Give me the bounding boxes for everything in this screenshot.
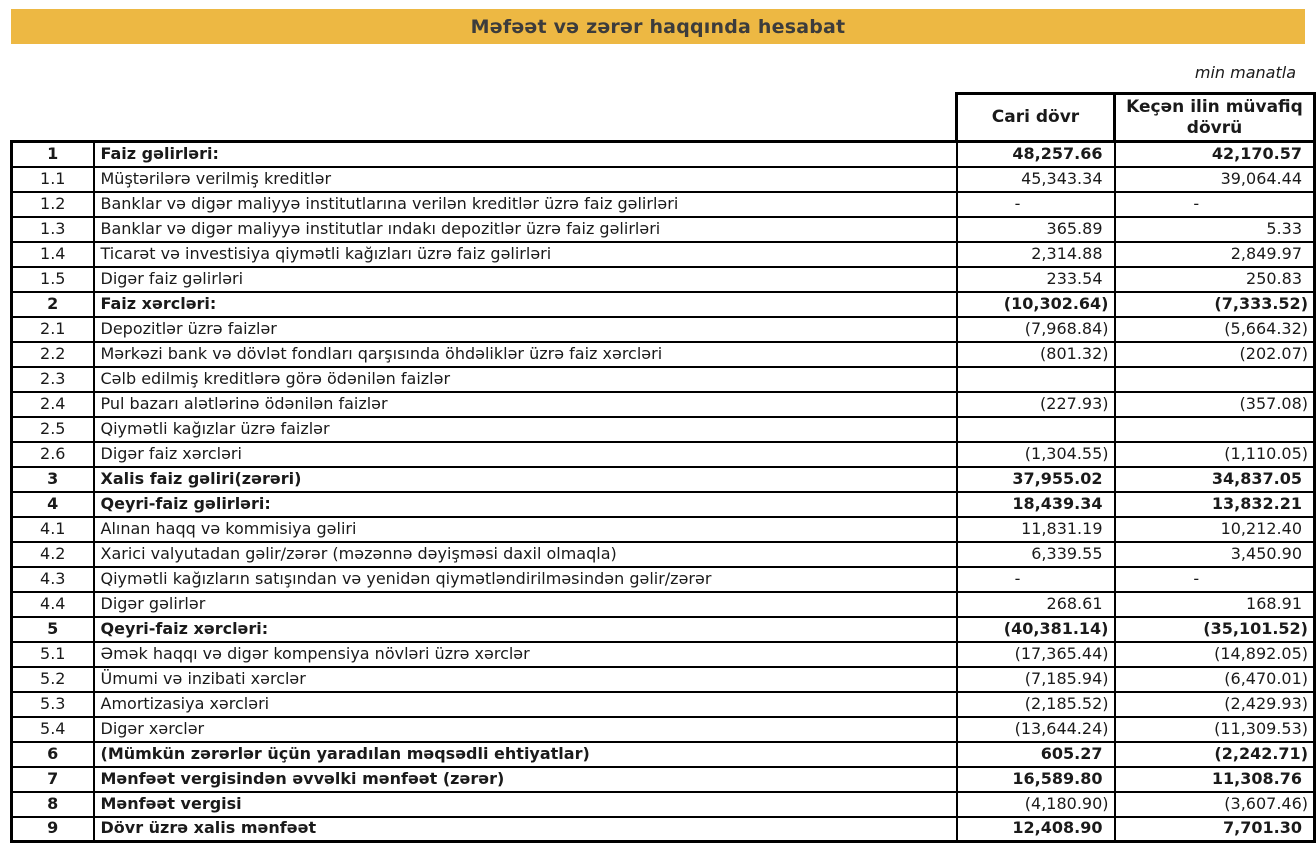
table-row — [12, 392, 1315, 417]
row-label: Digər xərclər — [94, 717, 957, 742]
table-row — [12, 292, 1315, 317]
row-label: Müştərilərə verilmiş kreditlər — [94, 167, 957, 192]
row-number: 8 — [12, 792, 94, 817]
header-spacer-label — [94, 94, 957, 142]
table-row — [12, 217, 1315, 242]
row-number: 2.3 — [12, 367, 94, 392]
row-label: Depozitlər üzrə faizlər — [94, 317, 957, 342]
row-number: 5.3 — [12, 692, 94, 717]
table-header-row — [12, 94, 1315, 142]
row-number: 4 — [12, 492, 94, 517]
table-row — [12, 442, 1315, 467]
value-current-period: - — [957, 567, 1115, 592]
row-label: Pul bazarı alətlərinə ödənilən faizlər — [94, 392, 957, 417]
row-number: 1.2 — [12, 192, 94, 217]
value-current-period: 12,408.90 — [957, 817, 1115, 842]
value-previous-period: - — [1115, 567, 1315, 592]
row-label: Ümumi və inzibati xərclər — [94, 667, 957, 692]
value-current-period: (4,180.90) — [957, 792, 1115, 817]
row-label: Mərkəzi bank və dövlət fondları qarşısında öhdəliklər üzrə faiz xərcləri — [94, 342, 957, 367]
value-previous-period: 10,212.40 — [1115, 517, 1315, 542]
table-row — [12, 692, 1315, 717]
table-row — [12, 667, 1315, 692]
value-previous-period: (2,242.71) — [1115, 742, 1315, 767]
header-spacer-number — [12, 94, 94, 142]
row-label: Digər gəlirlər — [94, 592, 957, 617]
value-previous-period: 2,849.97 — [1115, 242, 1315, 267]
unit-note: min manatla — [1194, 63, 1296, 82]
table-row — [12, 517, 1315, 542]
row-number: 5 — [12, 617, 94, 642]
row-label: Cəlb edilmiş kreditlərə görə ödənilən faizlər — [94, 367, 957, 392]
table-row — [12, 317, 1315, 342]
row-number: 9 — [12, 817, 94, 842]
row-label: (Mümkün zərərlər üçün yaradılan məqsədli ehtiyatlar) — [94, 742, 957, 767]
row-number: 4.4 — [12, 592, 94, 617]
value-current-period: (7,968.84) — [957, 317, 1115, 342]
row-label: Mənfəət vergisindən əvvəlki mənfəət (zərər) — [94, 767, 957, 792]
value-previous-period: 39,064.44 — [1115, 167, 1315, 192]
value-previous-period: 168.91 — [1115, 592, 1315, 617]
row-number: 2.2 — [12, 342, 94, 367]
value-previous-period — [1115, 417, 1315, 442]
table-row — [12, 167, 1315, 192]
value-current-period: 16,589.80 — [957, 767, 1115, 792]
row-number: 2.4 — [12, 392, 94, 417]
row-label: Amortizasiya xərcləri — [94, 692, 957, 717]
table-row — [12, 267, 1315, 292]
row-number: 1.3 — [12, 217, 94, 242]
value-previous-period: (3,607.46) — [1115, 792, 1315, 817]
value-previous-period: (6,470.01) — [1115, 667, 1315, 692]
value-previous-period: 3,450.90 — [1115, 542, 1315, 567]
table-row — [12, 742, 1315, 767]
value-current-period — [957, 417, 1115, 442]
value-current-period — [957, 367, 1115, 392]
value-current-period: (1,304.55) — [957, 442, 1115, 467]
row-number: 6 — [12, 742, 94, 767]
value-previous-period — [1115, 367, 1315, 392]
value-current-period: 2,314.88 — [957, 242, 1115, 267]
value-current-period: 18,439.34 — [957, 492, 1115, 517]
value-previous-period: (1,110.05) — [1115, 442, 1315, 467]
row-label: Ticarət və investisiya qiymətli kağızları üzrə faiz gəlirləri — [94, 242, 957, 267]
row-label: Alınan haqq və kommisiya gəliri — [94, 517, 957, 542]
value-previous-period: (202.07) — [1115, 342, 1315, 367]
row-label: Qiymətli kağızlar üzrə faizlər — [94, 417, 957, 442]
row-label: Digər faiz xərcləri — [94, 442, 957, 467]
value-current-period: (2,185.52) — [957, 692, 1115, 717]
table-row — [12, 492, 1315, 517]
row-label: Qiymətli kağızların satışından və yenidən qiymətləndirilməsindən gəlir/zərər — [94, 567, 957, 592]
value-current-period: (17,365.44) — [957, 642, 1115, 667]
value-previous-period: (7,333.52) — [1115, 292, 1315, 317]
value-previous-period: 34,837.05 — [1115, 467, 1315, 492]
value-current-period: (801.32) — [957, 342, 1115, 367]
table-row — [12, 767, 1315, 792]
value-current-period: (10,302.64) — [957, 292, 1115, 317]
table-row — [12, 817, 1315, 842]
value-current-period: (40,381.14) — [957, 617, 1115, 642]
row-number: 7 — [12, 767, 94, 792]
table-row — [12, 467, 1315, 492]
table-body — [12, 142, 1315, 842]
row-label: Banklar və digər maliyyə institutlarına verilən kreditlər üzrə faiz gəlirləri — [94, 192, 957, 217]
column-header-previous-period: Keçən ilin müvafiq dövrü — [1115, 94, 1315, 142]
row-number: 1.4 — [12, 242, 94, 267]
row-number: 3 — [12, 467, 94, 492]
value-current-period: 11,831.19 — [957, 517, 1115, 542]
value-previous-period: 250.83 — [1115, 267, 1315, 292]
value-previous-period: (35,101.52) — [1115, 617, 1315, 642]
value-current-period: 45,343.34 — [957, 167, 1115, 192]
row-label: Qeyri-faiz xərcləri: — [94, 617, 957, 642]
row-label: Xarici valyutadan gəlir/zərər (məzənnə dəyişməsi daxil olmaqla) — [94, 542, 957, 567]
row-label: Banklar və digər maliyyə institutlar ındakı depozitlər üzrə faiz gəlirləri — [94, 217, 957, 242]
row-number: 4.2 — [12, 542, 94, 567]
value-previous-period: 13,832.21 — [1115, 492, 1315, 517]
value-current-period: 268.61 — [957, 592, 1115, 617]
row-number: 4.1 — [12, 517, 94, 542]
value-previous-period: (5,664.32) — [1115, 317, 1315, 342]
value-current-period: 6,339.55 — [957, 542, 1115, 567]
row-label: Faiz gəlirləri: — [94, 142, 957, 167]
value-previous-period: (357.08) — [1115, 392, 1315, 417]
row-number: 1 — [12, 142, 94, 167]
row-number: 2 — [12, 292, 94, 317]
table-row — [12, 567, 1315, 592]
row-number: 4.3 — [12, 567, 94, 592]
value-previous-period: (2,429.93) — [1115, 692, 1315, 717]
value-current-period: - — [957, 192, 1115, 217]
row-label: Mənfəət vergisi — [94, 792, 957, 817]
value-previous-period: 5.33 — [1115, 217, 1315, 242]
table-row — [12, 592, 1315, 617]
report-title-banner — [11, 9, 1305, 44]
value-previous-period: 7,701.30 — [1115, 817, 1315, 842]
row-label: Dövr üzrə xalis mənfəət — [94, 817, 957, 842]
table-row — [12, 192, 1315, 217]
table-row — [12, 642, 1315, 667]
profit-loss-table — [10, 92, 1316, 843]
table-row — [12, 142, 1315, 167]
report-title: Məfəət və zərər haqqında hesabat — [470, 15, 846, 38]
table-row — [12, 342, 1315, 367]
table-row — [12, 367, 1315, 392]
value-current-period: (13,644.24) — [957, 717, 1115, 742]
value-previous-period: 11,308.76 — [1115, 767, 1315, 792]
value-previous-period: (11,309.53) — [1115, 717, 1315, 742]
table-row — [12, 717, 1315, 742]
value-current-period: 48,257.66 — [957, 142, 1115, 167]
row-number: 5.4 — [12, 717, 94, 742]
column-header-current-period: Cari dövr — [957, 94, 1115, 142]
row-label: Qeyri-faiz gəlirləri: — [94, 492, 957, 517]
table-row — [12, 242, 1315, 267]
value-current-period: (227.93) — [957, 392, 1115, 417]
value-current-period: (7,185.94) — [957, 667, 1115, 692]
table-row — [12, 792, 1315, 817]
table-row — [12, 617, 1315, 642]
value-previous-period: - — [1115, 192, 1315, 217]
value-current-period: 365.89 — [957, 217, 1115, 242]
value-previous-period: 42,170.57 — [1115, 142, 1315, 167]
row-number: 1.5 — [12, 267, 94, 292]
table-row — [12, 417, 1315, 442]
row-number: 5.2 — [12, 667, 94, 692]
row-label: Faiz xərcləri: — [94, 292, 957, 317]
value-current-period: 233.54 — [957, 267, 1115, 292]
row-number: 2.5 — [12, 417, 94, 442]
row-label: Əmək haqqı və digər kompensiya növləri üzrə xərclər — [94, 642, 957, 667]
value-current-period: 605.27 — [957, 742, 1115, 767]
row-number: 2.1 — [12, 317, 94, 342]
row-label: Digər faiz gəlirləri — [94, 267, 957, 292]
value-current-period: 37,955.02 — [957, 467, 1115, 492]
table-row — [12, 542, 1315, 567]
row-label: Xalis faiz gəliri(zərəri) — [94, 467, 957, 492]
row-number: 1.1 — [12, 167, 94, 192]
row-number: 5.1 — [12, 642, 94, 667]
row-number: 2.6 — [12, 442, 94, 467]
value-previous-period: (14,892.05) — [1115, 642, 1315, 667]
